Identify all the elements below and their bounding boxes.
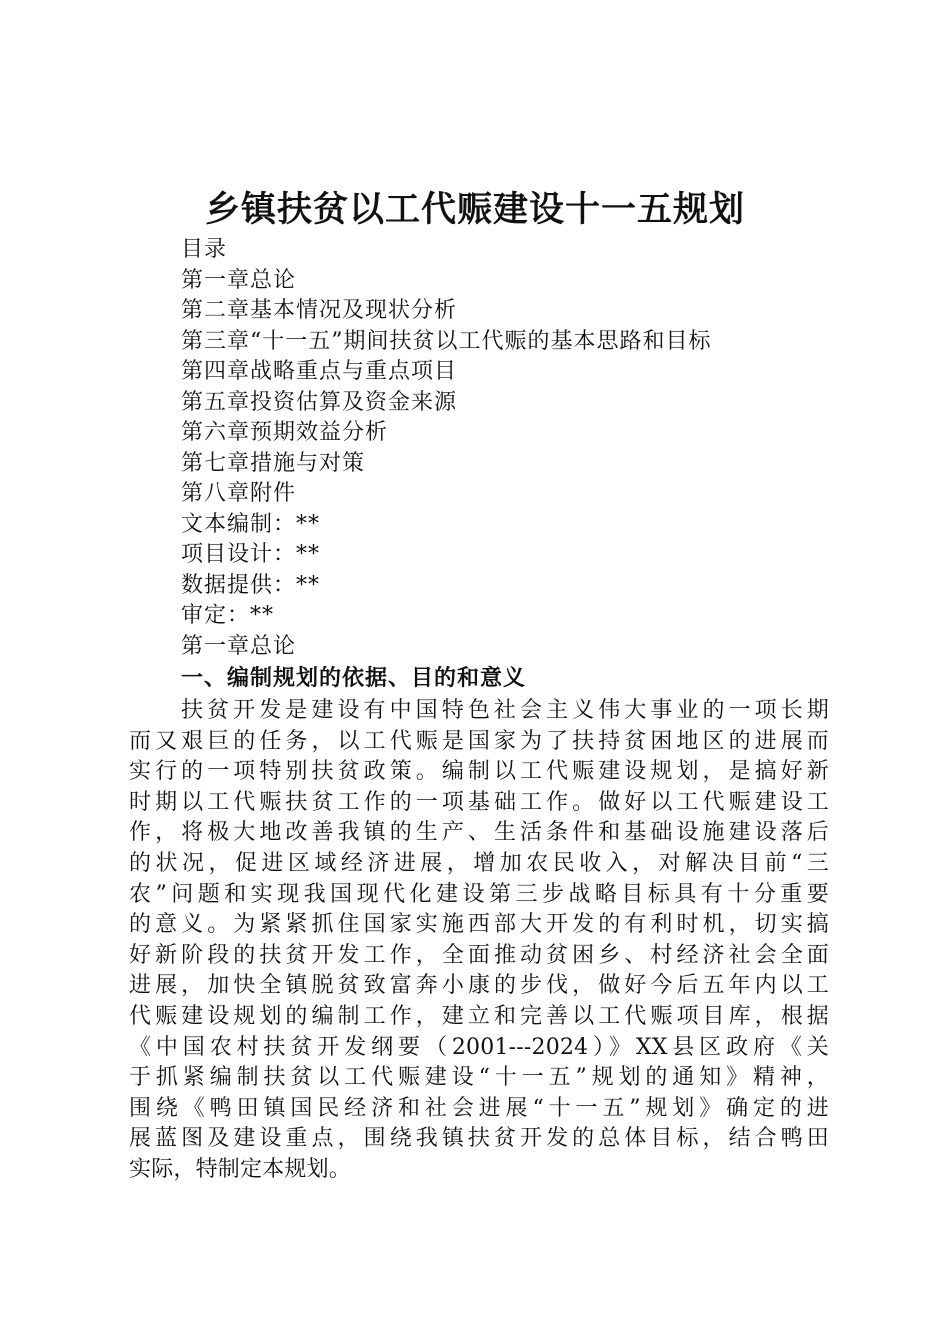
- toc-item: 文本编制：**: [181, 511, 321, 537]
- toc-item: 第七章措施与对策: [181, 450, 366, 476]
- paragraph-line: 于抓紧编制扶贫以工代赈建设“十一五”规划的通知》精神，: [129, 1065, 829, 1091]
- document-title: 乡镇扶贫以工代赈建设十一五规划: [204, 190, 745, 230]
- toc-item: 第一章总论: [181, 267, 297, 293]
- toc-item: 目录: [181, 237, 228, 262]
- paragraph-line: 扶贫开发是建设有中国特色社会主义伟大事业的一项长期: [181, 698, 829, 723]
- paragraph-line: 作，将极大地改善我镇的生产、生活条件和基础设施建设落后: [129, 820, 829, 846]
- toc-item: 第八章附件: [181, 481, 297, 506]
- body-paragraph: [129, 696, 829, 1186]
- paragraph-line: 而又艰巨的任务，以工代赈是国家为了扶持贫困地区的进展而: [129, 728, 829, 754]
- paragraph-line: 围绕《鸭田镇国民经济和社会进展“十一五”规划》确定的进: [129, 1095, 829, 1121]
- paragraph-line: 的状况，促进区域经济进展，增加农民收入，对解决目前“三: [129, 850, 829, 876]
- paragraph-line: 时期以工代赈扶贫工作的一项基础工作。做好以工代赈建设工: [129, 789, 829, 815]
- paragraph-line: 农”问题和实现我国现代化建设第三步战略目标具有十分重要: [129, 881, 829, 907]
- paragraph-line: 《中国农村扶贫开发纲要（2001---2024）》XX县区政府《关: [129, 1034, 829, 1060]
- paragraph-line: 实际，特制定本规划。: [129, 1156, 352, 1182]
- paragraph-line: 实行的一项特别扶贫政策。编制以工代赈建设规划，是搞好新: [129, 759, 829, 785]
- toc-item: 项目设计：**: [181, 542, 321, 567]
- toc-item: 审定：**: [181, 603, 275, 628]
- toc-item: 第四章战略重点与重点项目: [181, 359, 458, 384]
- toc-item: 数据提供：**: [181, 572, 321, 598]
- toc-item: 第三章“十一五”期间扶贫以工代赈的基本思路和目标: [181, 328, 712, 354]
- toc-item: 第六章预期效益分析: [181, 420, 389, 445]
- toc-item: 第二章基本情况及现状分析: [181, 298, 458, 323]
- paragraph-line: 的意义。为紧紧抓住国家实施西部大开发的有利时机，切实搞: [129, 912, 829, 938]
- toc-item: 第五章投资估算及资金来源: [181, 389, 458, 415]
- paragraph-line: 进展，加快全镇脱贫致富奔小康的步伐，做好今后五年内以工: [129, 973, 829, 999]
- paragraph-line: 展蓝图及建设重点，围绕我镇扶贫开发的总体目标，结合鸭田: [129, 1126, 829, 1152]
- section-heading: 一、编制规划的依据、目的和意义: [181, 666, 527, 691]
- toc-item: 第一章总论: [181, 633, 297, 659]
- paragraph-line: 好新阶段的扶贫开发工作，全面推动贫困乡、村经济社会全面: [129, 942, 829, 968]
- paragraph-line: 代赈建设规划的编制工作，建立和完善以工代赈项目库，根据: [129, 1003, 829, 1029]
- table-of-contents: [181, 235, 712, 662]
